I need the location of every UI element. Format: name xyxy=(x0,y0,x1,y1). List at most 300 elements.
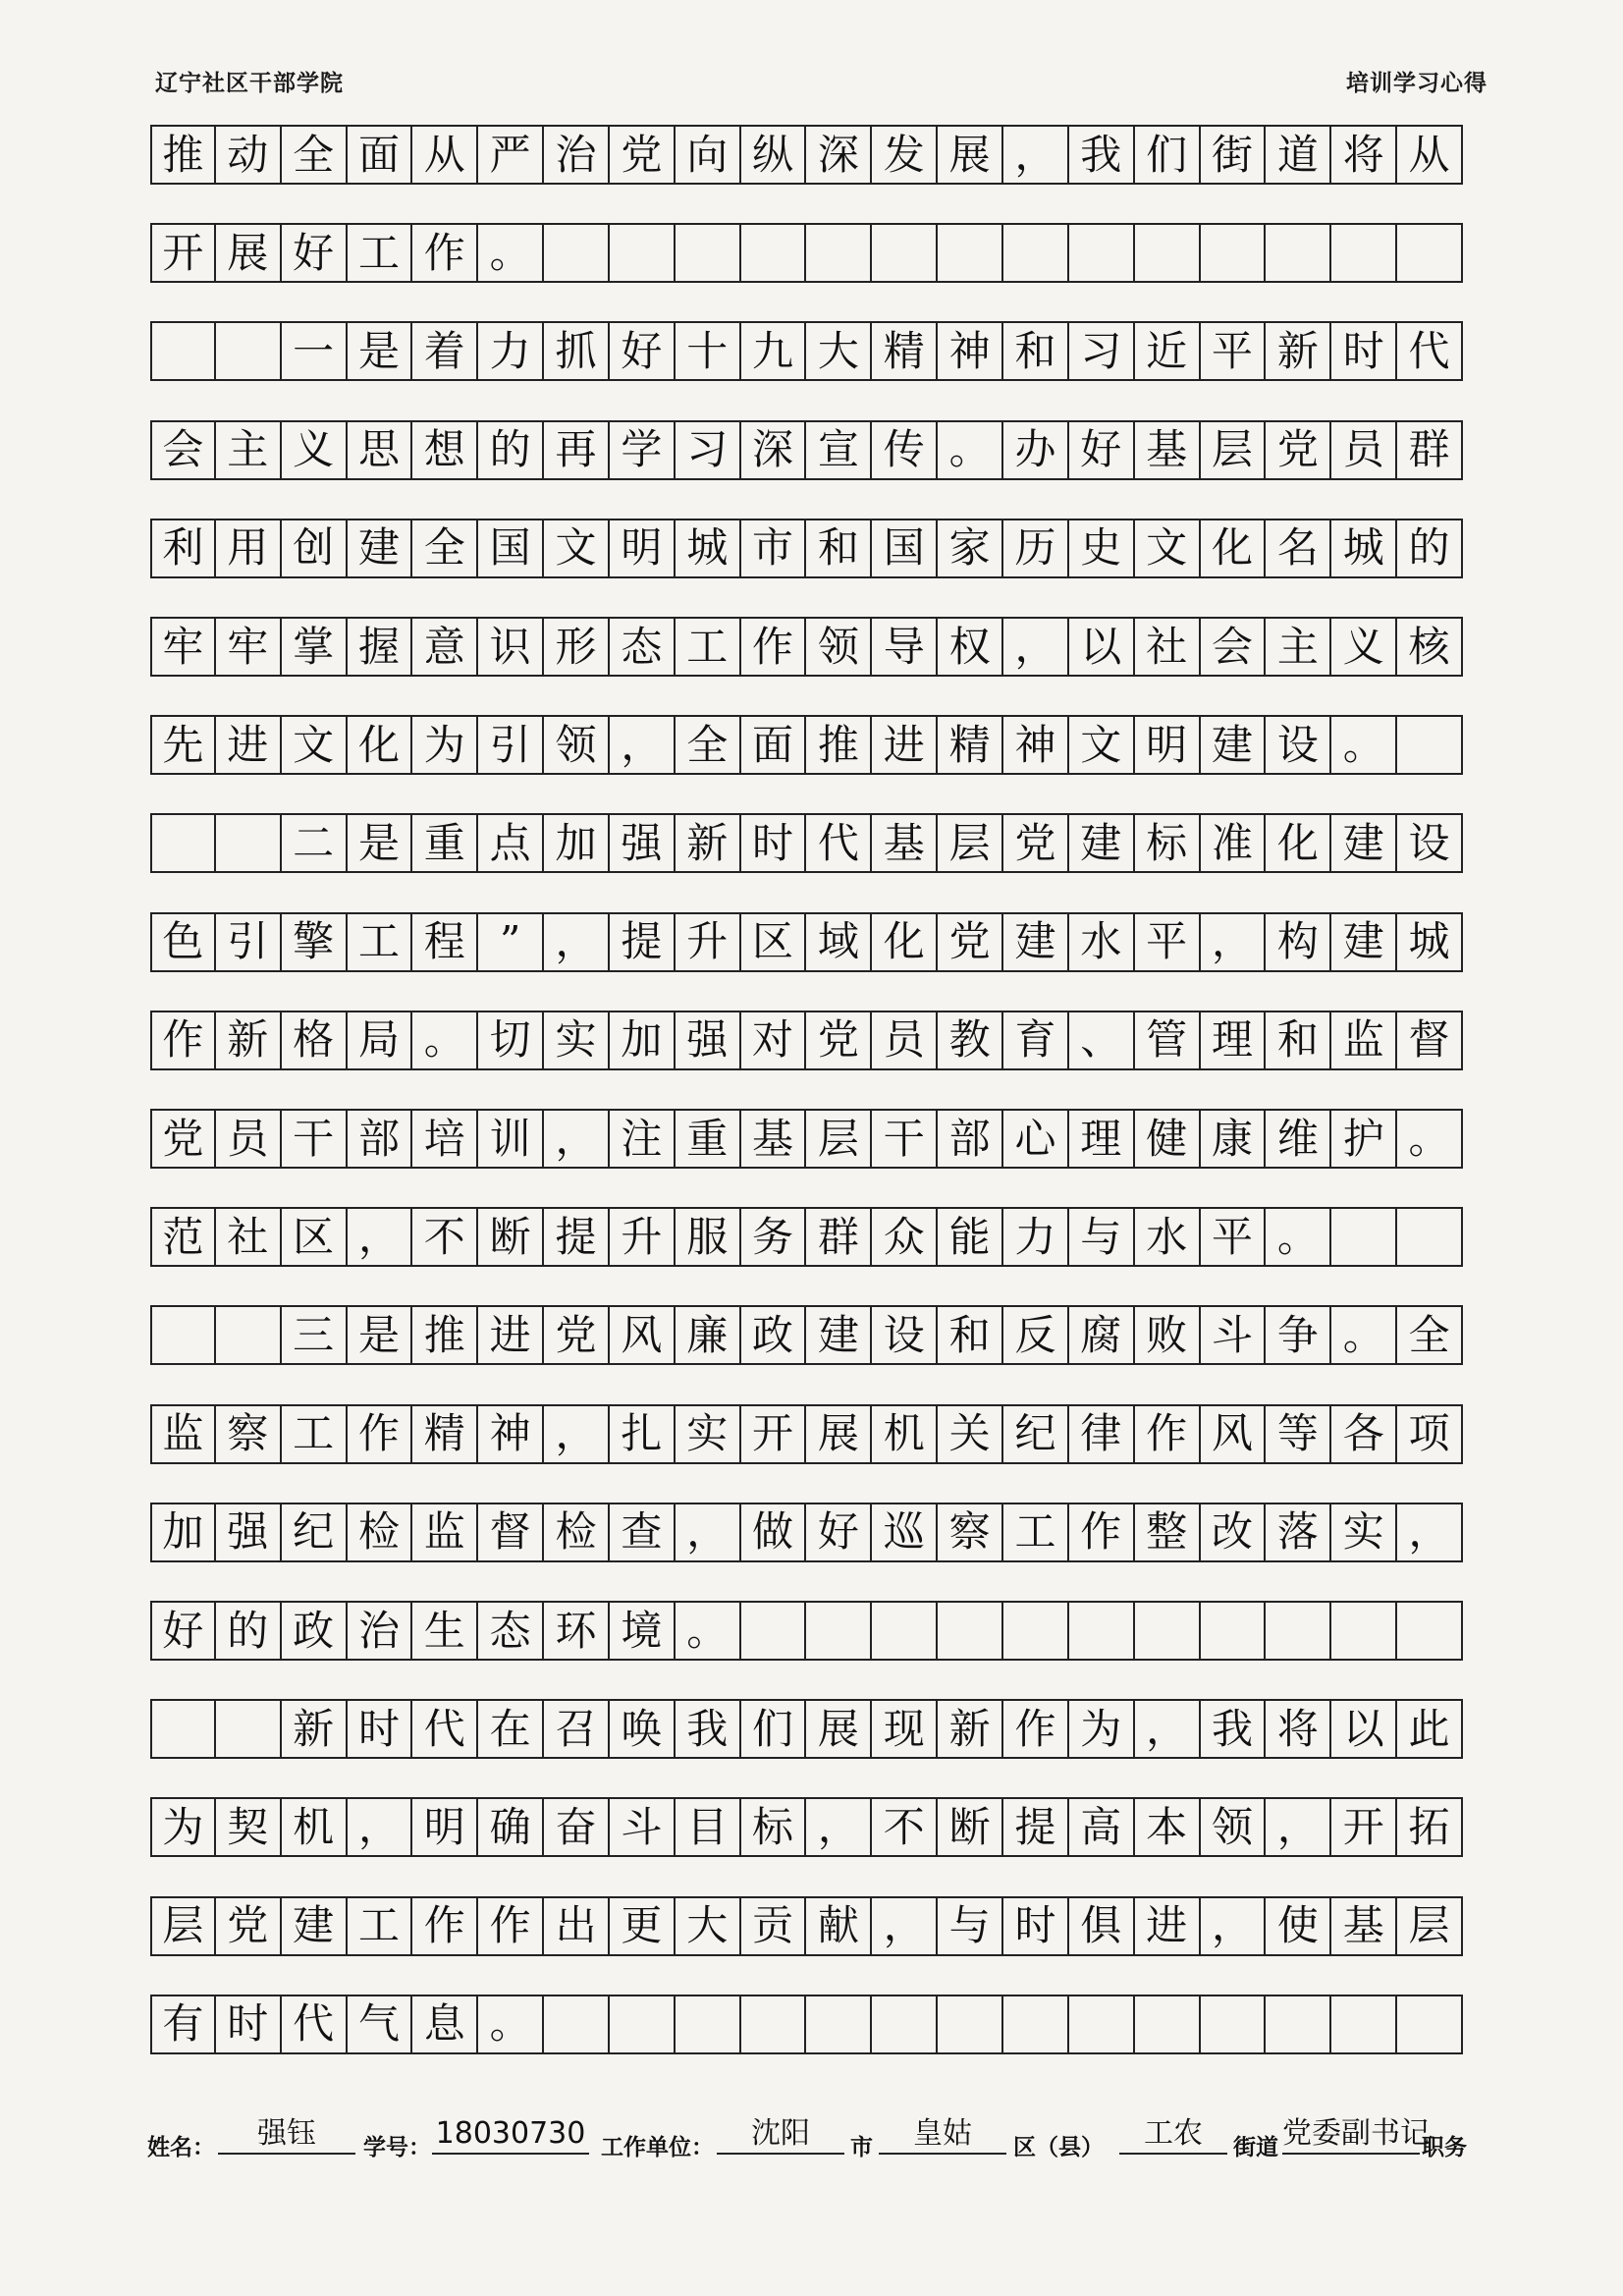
grid-cell: 推 xyxy=(150,127,216,183)
grid-cell xyxy=(1069,225,1135,281)
grid-cell: 展 xyxy=(807,1406,873,1462)
grid-cell: 握 xyxy=(348,619,413,675)
grid-cell xyxy=(544,225,610,281)
grid-cell: 国 xyxy=(872,520,938,576)
grid-cell: 新 xyxy=(938,1701,1003,1757)
grid-cell: 现 xyxy=(872,1701,938,1757)
grid-cell: 更 xyxy=(610,1898,676,1954)
grid-cell: 们 xyxy=(741,1701,807,1757)
grid-cell: 作 xyxy=(412,225,478,281)
grid-cell: 干 xyxy=(282,1111,348,1167)
grid-cell: 。 xyxy=(478,225,544,281)
form-footer xyxy=(147,2116,1483,2160)
grid-cell xyxy=(1397,1603,1463,1659)
grid-cell: 健 xyxy=(1135,1111,1201,1167)
grid-cell: 全 xyxy=(282,127,348,183)
grid-cell: 风 xyxy=(1201,1406,1267,1462)
grid-cell: 对 xyxy=(741,1012,807,1068)
grid-cell: ， xyxy=(1003,619,1069,675)
writing-grid xyxy=(150,125,1463,2093)
grid-cell xyxy=(216,323,282,379)
grid-cell: 监 xyxy=(150,1406,216,1462)
grid-cell: 与 xyxy=(1069,1209,1135,1265)
grid-cell: 斗 xyxy=(1201,1307,1267,1363)
grid-cell: 建 xyxy=(348,520,413,576)
grid-cell: 气 xyxy=(348,1996,413,2052)
grid-cell: 作 xyxy=(741,619,807,675)
grid-cell: 和 xyxy=(938,1307,1003,1363)
grid-cell: 从 xyxy=(1397,127,1463,183)
grid-cell: 工 xyxy=(676,619,741,675)
grid-cell: ， xyxy=(807,1799,873,1855)
grid-cell: ， xyxy=(544,914,610,970)
grid-cell: 察 xyxy=(216,1406,282,1462)
document-type: 培训学习心得 xyxy=(1346,70,1488,96)
grid-cell: 准 xyxy=(1201,815,1267,871)
grid-cell: 好 xyxy=(282,225,348,281)
grid-cell: ， xyxy=(676,1504,741,1560)
grid-cell: 督 xyxy=(1397,1012,1463,1068)
grid-cell: 员 xyxy=(872,1012,938,1068)
grid-cell: 掌 xyxy=(282,619,348,675)
grid-cell: 深 xyxy=(741,422,807,478)
grid-cell: 党 xyxy=(610,127,676,183)
grid-cell: 强 xyxy=(216,1504,282,1560)
grid-cell: 城 xyxy=(676,520,741,576)
grid-cell: 导 xyxy=(872,619,938,675)
grid-cell: 市 xyxy=(741,520,807,576)
grid-cell xyxy=(1201,225,1267,281)
grid-cell: 九 xyxy=(741,323,807,379)
grid-cell: 作 xyxy=(412,1898,478,1954)
grid-cell: 平 xyxy=(1135,914,1201,970)
grid-cell: 们 xyxy=(1135,127,1201,183)
grid-row xyxy=(150,1109,1463,1169)
grid-cell: 目 xyxy=(676,1799,741,1855)
grid-cell: 进 xyxy=(216,717,282,773)
grid-row xyxy=(150,617,1463,677)
grid-cell: ， xyxy=(348,1209,413,1265)
grid-cell xyxy=(1069,1996,1135,2052)
grid-cell: 实 xyxy=(676,1406,741,1462)
grid-cell: 时 xyxy=(216,1996,282,2052)
grid-cell xyxy=(741,225,807,281)
grid-cell: 再 xyxy=(544,422,610,478)
grid-cell: 能 xyxy=(938,1209,1003,1265)
grid-cell: 二 xyxy=(282,815,348,871)
grid-cell: 高 xyxy=(1069,1799,1135,1855)
grid-row xyxy=(150,420,1463,480)
grid-cell: 建 xyxy=(1201,717,1267,773)
grid-cell: 色 xyxy=(150,914,216,970)
grid-cell: 牢 xyxy=(150,619,216,675)
grid-cell: 格 xyxy=(282,1012,348,1068)
grid-cell: 机 xyxy=(282,1799,348,1855)
grid-cell: 实 xyxy=(544,1012,610,1068)
grid-cell: 习 xyxy=(1069,323,1135,379)
grid-cell xyxy=(1397,1209,1463,1265)
grid-cell: 和 xyxy=(1266,1012,1331,1068)
grid-cell: 引 xyxy=(216,914,282,970)
grid-cell: 党 xyxy=(938,914,1003,970)
grid-cell: 务 xyxy=(741,1209,807,1265)
grid-cell: 作 xyxy=(1135,1406,1201,1462)
grid-cell: 从 xyxy=(412,127,478,183)
grid-cell xyxy=(216,815,282,871)
grid-cell: 好 xyxy=(150,1603,216,1659)
grid-cell: 作 xyxy=(1069,1504,1135,1560)
grid-cell: 代 xyxy=(807,815,873,871)
grid-cell xyxy=(1266,225,1331,281)
grid-cell: ， xyxy=(1201,914,1267,970)
grid-cell: 化 xyxy=(872,914,938,970)
grid-cell: 化 xyxy=(1201,520,1267,576)
grid-cell: 推 xyxy=(412,1307,478,1363)
grid-cell: 整 xyxy=(1135,1504,1201,1560)
grid-cell: 断 xyxy=(938,1799,1003,1855)
grid-cell xyxy=(216,1701,282,1757)
grid-cell: 党 xyxy=(1003,815,1069,871)
grid-cell: 用 xyxy=(216,520,282,576)
grid-cell: 区 xyxy=(741,914,807,970)
grid-cell: 监 xyxy=(1331,1012,1397,1068)
grid-cell: 化 xyxy=(348,717,413,773)
grid-cell: 设 xyxy=(1397,815,1463,871)
grid-cell: 十 xyxy=(676,323,741,379)
grid-cell: 。 xyxy=(1331,717,1397,773)
grid-cell xyxy=(872,1603,938,1659)
grid-cell: 加 xyxy=(544,815,610,871)
grid-cell: 和 xyxy=(1003,323,1069,379)
grid-cell: 管 xyxy=(1135,1012,1201,1068)
grid-cell: 宣 xyxy=(807,422,873,478)
grid-cell: 不 xyxy=(412,1209,478,1265)
grid-row xyxy=(150,1896,1463,1956)
grid-cell: 城 xyxy=(1331,520,1397,576)
grid-cell: 机 xyxy=(872,1406,938,1462)
grid-cell: 护 xyxy=(1331,1111,1397,1167)
grid-cell: 建 xyxy=(1003,914,1069,970)
grid-cell: 范 xyxy=(150,1209,216,1265)
grid-cell: 设 xyxy=(1266,717,1331,773)
grid-cell: 工 xyxy=(1003,1504,1069,1560)
grid-cell: 基 xyxy=(872,815,938,871)
grid-cell: 神 xyxy=(938,323,1003,379)
grid-cell: 会 xyxy=(150,422,216,478)
grid-cell: 改 xyxy=(1201,1504,1267,1560)
position-label: 职务 xyxy=(1422,2134,1467,2160)
grid-cell: 局 xyxy=(348,1012,413,1068)
grid-cell: 严 xyxy=(478,127,544,183)
grid-cell: 着 xyxy=(412,323,478,379)
grid-cell: 巡 xyxy=(872,1504,938,1560)
grid-cell: 境 xyxy=(610,1603,676,1659)
grid-row xyxy=(150,1503,1463,1562)
grid-row xyxy=(150,813,1463,873)
grid-cell: 发 xyxy=(872,127,938,183)
grid-cell xyxy=(150,323,216,379)
grid-cell: ， xyxy=(1135,1701,1201,1757)
grid-cell: 代 xyxy=(412,1701,478,1757)
grid-cell xyxy=(676,1996,741,2052)
grid-cell: 标 xyxy=(741,1799,807,1855)
grid-cell xyxy=(150,1701,216,1757)
grid-cell: 史 xyxy=(1069,520,1135,576)
city-label: 市 xyxy=(850,2134,873,2160)
grid-cell xyxy=(938,225,1003,281)
grid-cell: 召 xyxy=(544,1701,610,1757)
grid-cell: 域 xyxy=(807,914,873,970)
grid-cell: 历 xyxy=(1003,520,1069,576)
grid-cell: 以 xyxy=(1069,619,1135,675)
grid-cell: 服 xyxy=(676,1209,741,1265)
grid-cell: 层 xyxy=(938,815,1003,871)
grid-cell: ” xyxy=(478,914,544,970)
grid-cell: 育 xyxy=(1003,1012,1069,1068)
grid-cell: 文 xyxy=(544,520,610,576)
grid-cell: 是 xyxy=(348,1307,413,1363)
grid-cell: 提 xyxy=(544,1209,610,1265)
grid-cell: 党 xyxy=(807,1012,873,1068)
grid-cell xyxy=(1331,1603,1397,1659)
grid-cell: 态 xyxy=(478,1603,544,1659)
grid-cell: 创 xyxy=(282,520,348,576)
grid-cell: 国 xyxy=(478,520,544,576)
grid-cell: 学 xyxy=(610,422,676,478)
grid-cell: 部 xyxy=(938,1111,1003,1167)
grid-cell xyxy=(1266,1603,1331,1659)
grid-cell: ， xyxy=(348,1799,413,1855)
grid-cell: 深 xyxy=(807,127,873,183)
grid-cell: ， xyxy=(1266,1799,1331,1855)
grid-cell: 政 xyxy=(741,1307,807,1363)
grid-cell: 义 xyxy=(282,422,348,478)
grid-cell: 基 xyxy=(741,1111,807,1167)
grid-cell xyxy=(1266,1996,1331,2052)
grid-cell: 培 xyxy=(412,1111,478,1167)
grid-cell: 开 xyxy=(1331,1799,1397,1855)
grid-cell: 展 xyxy=(216,225,282,281)
grid-cell: 维 xyxy=(1266,1111,1331,1167)
grid-cell xyxy=(1135,1996,1201,2052)
grid-cell xyxy=(938,1603,1003,1659)
grid-cell: 新 xyxy=(676,815,741,871)
grid-row xyxy=(150,912,1463,972)
grid-cell: 将 xyxy=(1266,1701,1331,1757)
grid-cell: 构 xyxy=(1266,914,1331,970)
grid-cell: 拓 xyxy=(1397,1799,1463,1855)
grid-cell xyxy=(1135,1603,1201,1659)
grid-cell: 教 xyxy=(938,1012,1003,1068)
grid-row xyxy=(150,1995,1463,2054)
grid-cell xyxy=(1003,225,1069,281)
grid-cell: 进 xyxy=(1135,1898,1201,1954)
grid-cell xyxy=(1003,1996,1069,2052)
grid-cell: 查 xyxy=(610,1504,676,1560)
grid-cell: 识 xyxy=(478,619,544,675)
grid-cell: ， xyxy=(544,1111,610,1167)
grid-cell: 党 xyxy=(544,1307,610,1363)
grid-cell: 本 xyxy=(1135,1799,1201,1855)
grid-cell xyxy=(150,1307,216,1363)
grid-cell: 干 xyxy=(872,1111,938,1167)
district-field[interactable]: 皇姑 xyxy=(879,2115,1006,2155)
grid-cell: 为 xyxy=(150,1799,216,1855)
grid-cell: 治 xyxy=(544,127,610,183)
grid-cell: 员 xyxy=(216,1111,282,1167)
grid-cell: 。 xyxy=(478,1996,544,2052)
grid-row xyxy=(150,321,1463,381)
grid-row xyxy=(150,125,1463,185)
grid-cell: 推 xyxy=(807,717,873,773)
grid-cell: 明 xyxy=(412,1799,478,1855)
grid-cell: 我 xyxy=(1069,127,1135,183)
grid-cell: 察 xyxy=(938,1504,1003,1560)
grid-cell: 我 xyxy=(676,1701,741,1757)
grid-row xyxy=(150,1011,1463,1070)
grid-cell: 将 xyxy=(1331,127,1397,183)
institution-name: 辽宁社区干部学院 xyxy=(155,70,344,96)
grid-cell: 纪 xyxy=(1003,1406,1069,1462)
grid-cell xyxy=(938,1996,1003,2052)
grid-cell: 三 xyxy=(282,1307,348,1363)
grid-cell: 牢 xyxy=(216,619,282,675)
grid-cell: 员 xyxy=(1331,422,1397,478)
street-field[interactable]: 工农 xyxy=(1119,2115,1227,2155)
grid-cell: 注 xyxy=(610,1111,676,1167)
grid-cell: 时 xyxy=(1003,1898,1069,1954)
grid-cell: 平 xyxy=(1201,1209,1267,1265)
grid-cell: 风 xyxy=(610,1307,676,1363)
grid-cell: 精 xyxy=(412,1406,478,1462)
grid-cell: 新 xyxy=(216,1012,282,1068)
grid-cell: 抓 xyxy=(544,323,610,379)
grid-cell: 确 xyxy=(478,1799,544,1855)
grid-cell: 群 xyxy=(807,1209,873,1265)
grid-cell: 主 xyxy=(1266,619,1331,675)
grid-cell: 领 xyxy=(1201,1799,1267,1855)
grid-cell: 意 xyxy=(412,619,478,675)
grid-cell: ， xyxy=(1003,127,1069,183)
grid-cell: 扎 xyxy=(610,1406,676,1462)
grid-cell: 明 xyxy=(1135,717,1201,773)
grid-cell: 文 xyxy=(1069,717,1135,773)
grid-cell: 训 xyxy=(478,1111,544,1167)
grid-cell: 全 xyxy=(676,717,741,773)
grid-cell: 强 xyxy=(610,815,676,871)
grid-cell: 习 xyxy=(676,422,741,478)
grid-cell: 程 xyxy=(412,914,478,970)
grid-cell: 升 xyxy=(610,1209,676,1265)
grid-cell: 纵 xyxy=(741,127,807,183)
grid-cell: 好 xyxy=(807,1504,873,1560)
grid-cell: 全 xyxy=(412,520,478,576)
grid-cell: 好 xyxy=(610,323,676,379)
grid-cell: 区 xyxy=(282,1209,348,1265)
grid-cell: 擎 xyxy=(282,914,348,970)
grid-cell: 和 xyxy=(807,520,873,576)
grid-cell: 工 xyxy=(348,225,413,281)
student-no-field[interactable]: 18030730 xyxy=(432,2115,589,2155)
grid-cell: 权 xyxy=(938,619,1003,675)
grid-cell xyxy=(1331,225,1397,281)
grid-cell xyxy=(1331,1996,1397,2052)
grid-cell: 化 xyxy=(1266,815,1331,871)
position-field[interactable]: 党委副书记 xyxy=(1282,2115,1420,2155)
grid-cell: 理 xyxy=(1201,1012,1267,1068)
grid-cell: 明 xyxy=(610,520,676,576)
grid-cell: 点 xyxy=(478,815,544,871)
grid-cell: 设 xyxy=(872,1307,938,1363)
grid-cell xyxy=(1069,1603,1135,1659)
grid-cell: 作 xyxy=(478,1898,544,1954)
grid-cell xyxy=(1135,225,1201,281)
grid-cell: 律 xyxy=(1069,1406,1135,1462)
grid-cell: 反 xyxy=(1003,1307,1069,1363)
grid-row xyxy=(150,1404,1463,1464)
grid-cell: 城 xyxy=(1397,914,1463,970)
grid-cell: 是 xyxy=(348,323,413,379)
grid-cell: 作 xyxy=(150,1012,216,1068)
grid-cell: 提 xyxy=(610,914,676,970)
grid-cell: 街 xyxy=(1201,127,1267,183)
grid-cell: 文 xyxy=(282,717,348,773)
grid-cell: 督 xyxy=(478,1504,544,1560)
grid-cell xyxy=(872,225,938,281)
grid-cell: 重 xyxy=(676,1111,741,1167)
grid-cell xyxy=(1201,1603,1267,1659)
grid-cell: 先 xyxy=(150,717,216,773)
grid-cell: 神 xyxy=(478,1406,544,1462)
grid-cell: 贡 xyxy=(741,1898,807,1954)
city-field[interactable]: 沈阳 xyxy=(717,2115,844,2155)
grid-cell: 争 xyxy=(1266,1307,1331,1363)
grid-cell: 检 xyxy=(348,1504,413,1560)
grid-cell: 与 xyxy=(938,1898,1003,1954)
grid-cell: 提 xyxy=(1003,1799,1069,1855)
grid-cell: 各 xyxy=(1331,1406,1397,1462)
grid-cell: 政 xyxy=(282,1603,348,1659)
grid-cell: 的 xyxy=(1397,520,1463,576)
grid-cell xyxy=(807,1603,873,1659)
grid-cell: 社 xyxy=(216,1209,282,1265)
grid-cell xyxy=(741,1603,807,1659)
grid-cell: 层 xyxy=(807,1111,873,1167)
grid-cell: ， xyxy=(1397,1504,1463,1560)
grid-cell: 心 xyxy=(1003,1111,1069,1167)
grid-cell: 群 xyxy=(1397,422,1463,478)
grid-cell: 息 xyxy=(412,1996,478,2052)
grid-cell: 全 xyxy=(1397,1307,1463,1363)
grid-cell: 代 xyxy=(1397,323,1463,379)
grid-row xyxy=(150,1601,1463,1661)
grid-cell: 有 xyxy=(150,1996,216,2052)
grid-cell: 廉 xyxy=(676,1307,741,1363)
workplace-label: 工作单位： xyxy=(601,2134,714,2160)
grid-cell: 腐 xyxy=(1069,1307,1135,1363)
grid-cell: ， xyxy=(872,1898,938,1954)
grid-cell: 建 xyxy=(1331,914,1397,970)
grid-cell: 重 xyxy=(412,815,478,871)
grid-cell: 。 xyxy=(1331,1307,1397,1363)
grid-cell: 治 xyxy=(348,1603,413,1659)
name-field[interactable]: 强钰 xyxy=(218,2115,355,2155)
grid-cell: 败 xyxy=(1135,1307,1201,1363)
grid-cell: 面 xyxy=(741,717,807,773)
grid-cell xyxy=(216,1307,282,1363)
grid-cell: 道 xyxy=(1266,127,1331,183)
grid-cell: 。 xyxy=(412,1012,478,1068)
